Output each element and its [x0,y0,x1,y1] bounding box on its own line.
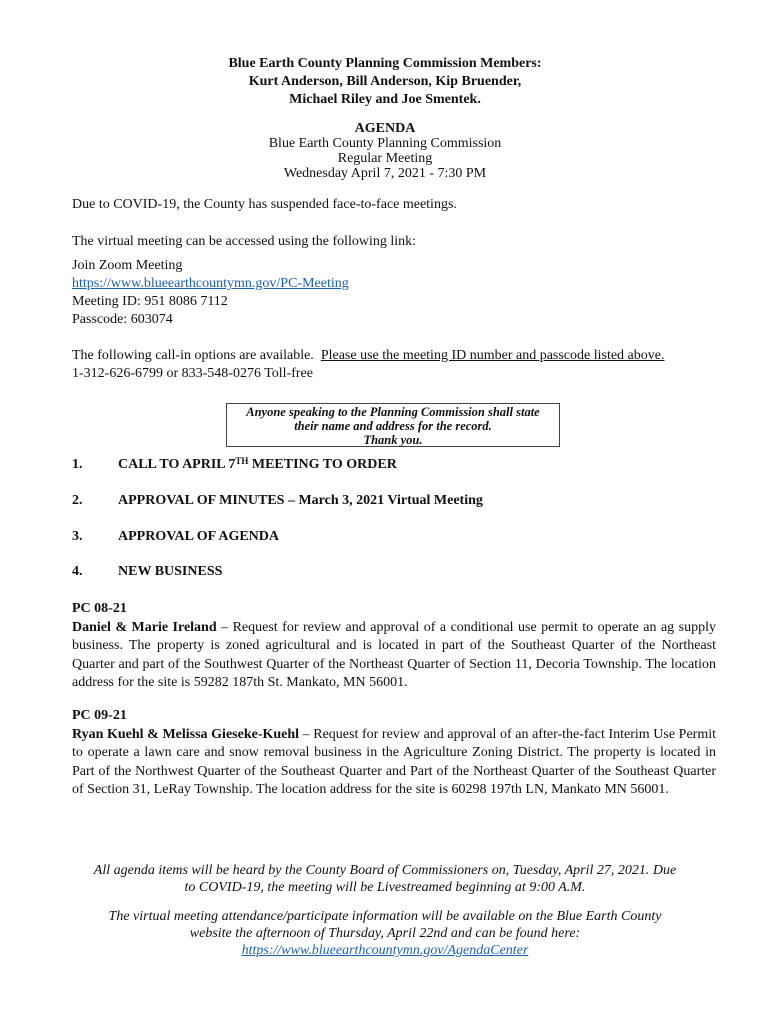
header-line-3: Michael Riley and Joe Smentek. [289,92,481,107]
case-id: PC 09-21 [72,708,127,723]
attendance-note-line-1: The virtual meeting attendance/participate information will be available on the Blue Earth County [108,909,662,924]
header-line-1: Blue Earth County Planning Commission Members: [228,56,542,71]
ordinal-suffix: TH [235,456,249,466]
agenda-title-block [0,121,770,181]
zoom-meeting-link[interactable]: https://www.blueearthcountymn.gov/PC-Meeting [72,276,349,291]
case-id: PC 08-21 [72,601,127,616]
case-description: – Request for review and approval of a conditional use permit to operate an ag supply business. The property is zoned agricultural and is located in part of the Southeast Quarter of the Northeast Quarter and part of the Southwest Quarter of the Northeast Quarter of Section 11, Decoria Township. The location address for the site is 59282 187th St. Mankato, MN 56001. [72,619,716,690]
agenda-item-text: NEW BUSINESS [118,564,223,579]
callin-numbers: 1-312-626-6799 or 833-548-0276 Toll-free [72,366,313,381]
agenda-meeting-date: Wednesday April 7, 2021 - 7:30 PM [283,166,487,181]
zoom-info [72,257,718,329]
agenda-item-number: 2. [72,493,83,508]
attendance-note-line-2: website the afternoon of Thursday, April 22nd and can be found here: [189,926,581,941]
virtual-meeting-intro: The virtual meeting can be accessed using the following link: [72,234,417,249]
callin-instructions: Please use the meeting ID number and passcode listed above. [320,348,665,363]
agenda-item-text: APPROVAL OF AGENDA [118,529,280,544]
callin-options [72,347,718,383]
agenda-commission-name: Blue Earth County Planning Commission [268,136,502,151]
board-note-line-2: to COVID-19, the meeting will be Livestreamed beginning at 9:00 A.M. [184,880,586,895]
agenda-meeting-type: Regular Meeting [337,151,433,166]
header-line-2: Kurt Anderson, Bill Anderson, Kip Bruender, [248,74,522,89]
case-pc-09-21 [72,707,716,800]
agenda-item-number: 4. [72,564,83,579]
case-applicant: Daniel & Marie Ireland [72,619,217,635]
callin-text: The following call-in options are available. [72,348,314,363]
virtual-attendance-note [60,908,710,959]
speaker-notice-line-1: Anyone speaking to the Planning Commission shall state [246,405,540,419]
agenda-item-text: APPROVAL OF MINUTES – March 3, 2021 Virtual Meeting [118,493,483,508]
board-note-line-1: All agenda items will be heard by the County Board of Commissioners on, Tuesday, April 27, 2021. Due [93,863,677,878]
covid-notice: Due to COVID-19, the County has suspended face-to-face meetings. [72,197,457,212]
speaker-notice-box [226,403,560,447]
zoom-passcode: Passcode: 603074 [72,312,173,327]
board-meeting-note [60,862,710,896]
speaker-notice-line-2: their name and address for the record. [294,419,492,433]
zoom-meeting-id: Meeting ID: 951 8086 7112 [72,294,228,309]
commission-members-header [0,55,770,109]
zoom-label: Join Zoom Meeting [72,258,183,273]
agenda-item-text: CALL TO APRIL 7TH MEETING TO ORDER [118,456,397,472]
case-applicant: Ryan Kuehl & Melissa Gieseke-Kuehl [72,726,300,742]
agenda-item-number: 3. [72,529,83,544]
speaker-notice-line-3: Thank you. [363,433,423,447]
case-description: – Request for review and approval of an after-the-fact Interim Use Permit to operate a lawn care and snow removal business in the Agriculture Zoning District. The property is located in Part of the Northwest Quarter of the Southeast Quarter and Part of the Northeast Quarter of the Southeast Quarter of Section 31, LeRay Township. The location address for the site is 60298 197th LN, Mankato MN 56001. [72,726,716,797]
agenda-center-link[interactable]: https://www.blueearthcountymn.gov/AgendaCenter [241,943,529,958]
agenda-title: AGENDA [354,121,416,136]
case-pc-08-21 [72,600,716,693]
agenda-item-number: 1. [72,457,83,472]
